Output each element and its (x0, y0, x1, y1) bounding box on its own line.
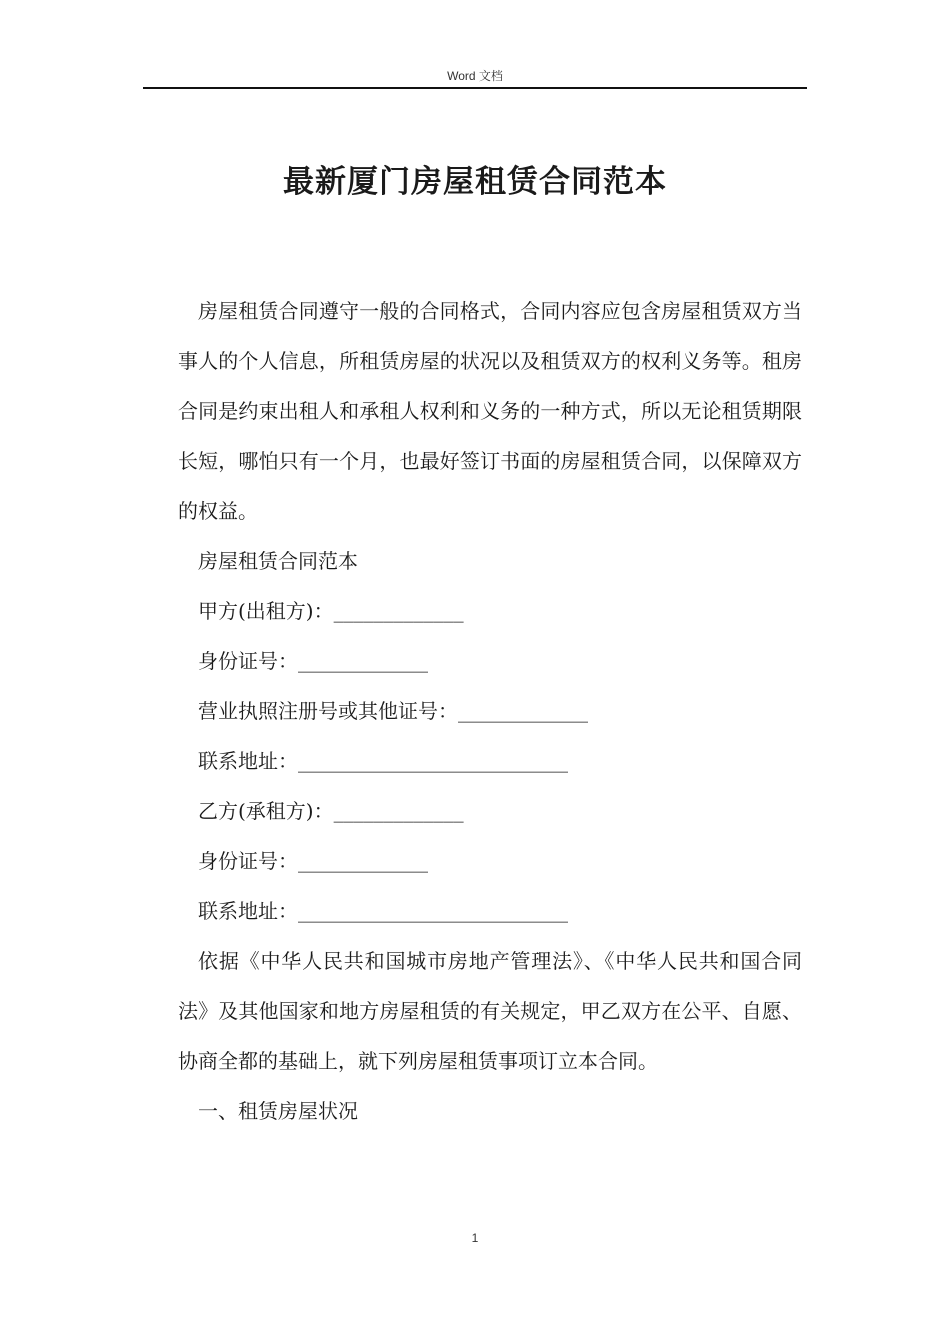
party-b-id-field: 身份证号：_____________ (198, 849, 428, 873)
legal-basis-paragraph: 依据《中华人民共和国城市房地产管理法》、《中华人民共和国合同法》及其他国家和地方房屋租赁的有关规定，甲乙双方在公平、自愿、协商全都的基础上，就下列房屋租赁事项订立本合同。 (178, 949, 802, 1073)
section-one-heading: 一、租赁房屋状况 (198, 1099, 358, 1123)
party-a-license-field: 营业执照注册号或其他证号：_____________ (198, 699, 588, 723)
party-a-address-field: 联系地址：___________________________ (198, 749, 568, 773)
document-body (178, 286, 802, 1136)
party-a-name-field: 甲方(出租方)：_____________ (198, 599, 464, 623)
party-b-name-field: 乙方(承租方)：_____________ (198, 799, 464, 823)
section-heading-template: 房屋租赁合同范本 (198, 549, 358, 573)
page-header-label: Word 文档 (447, 69, 503, 83)
page-number: 1 (471, 1231, 479, 1245)
document-title: 最新厦门房屋租赁合同范本 (283, 164, 667, 200)
party-b-address-field: 联系地址：___________________________ (198, 899, 568, 923)
party-a-id-field: 身份证号：_____________ (198, 649, 428, 673)
intro-paragraph: 房屋租赁合同遵守一般的合同格式，合同内容应包含房屋租赁双方当事人的个人信息，所租赁房屋的状况以及租赁双方的权利义务等。租房合同是约束出租人和承租人权利和义务的一种方式，所以无论租赁期限长短，哪怕只有一个月，也最好签订书面的房屋租赁合同，以保障双方的权益。 (178, 299, 802, 523)
header-rule (143, 87, 807, 89)
